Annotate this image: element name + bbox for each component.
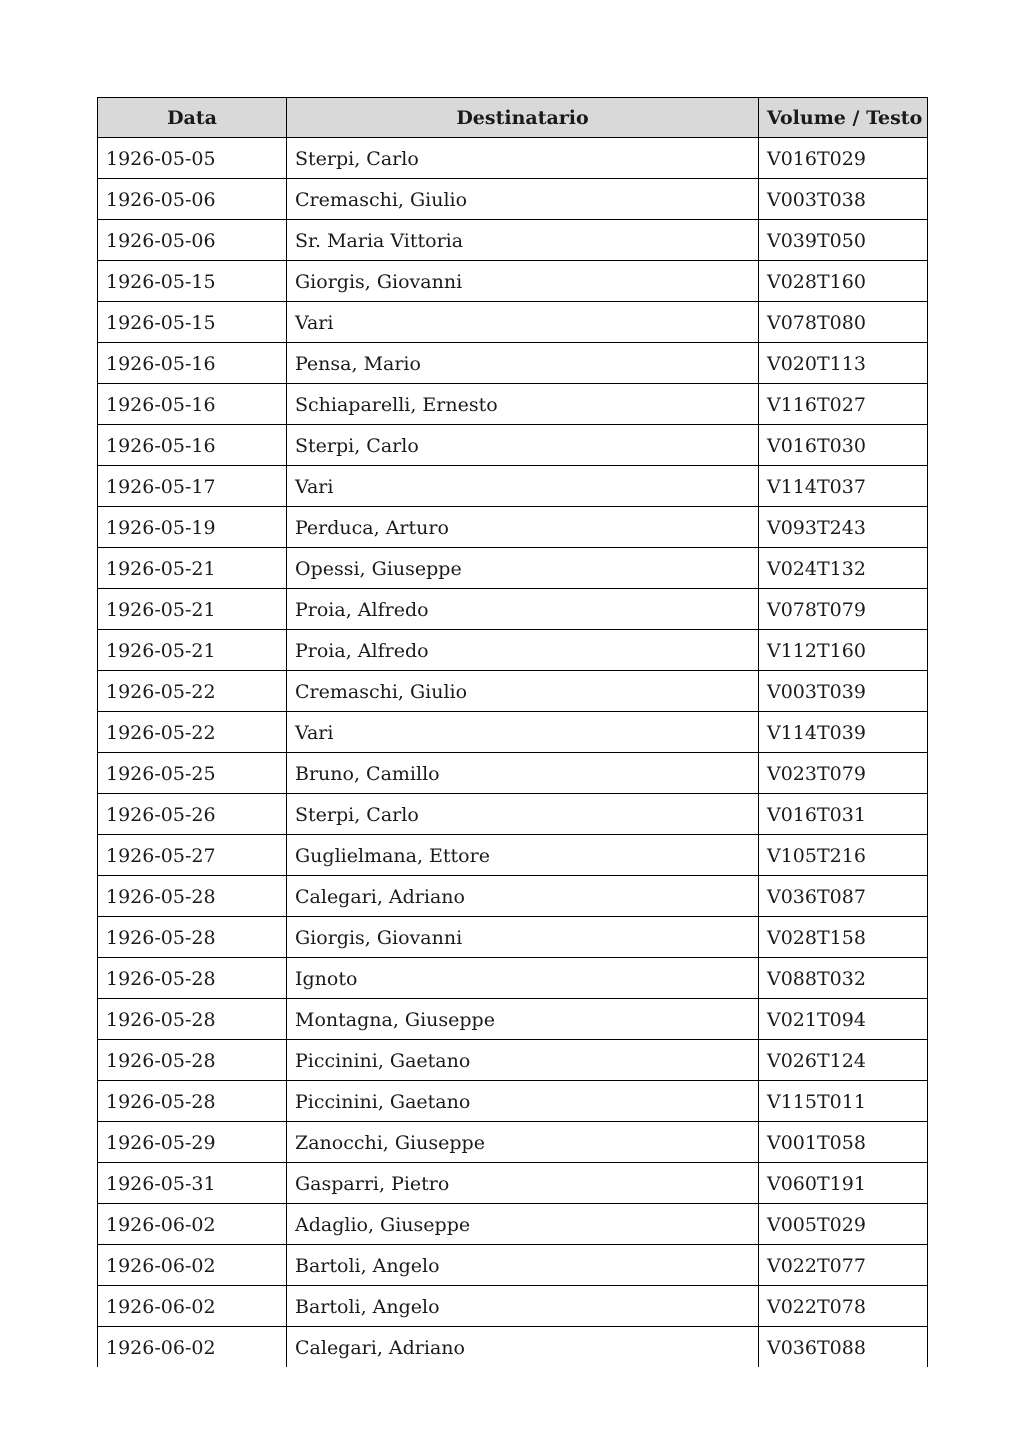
cell-recipient: Bartoli, Angelo: [287, 1286, 759, 1327]
cell-date: 1926-05-22: [98, 671, 287, 712]
table-row: [98, 220, 928, 261]
cell-date: 1926-05-06: [98, 220, 287, 261]
cell-volume: V003T038: [759, 179, 928, 220]
cell-recipient: Vari: [287, 466, 759, 507]
cell-date: 1926-05-22: [98, 712, 287, 753]
table-body: [98, 138, 928, 1368]
table-header: [98, 98, 928, 138]
table-row: [98, 1122, 928, 1163]
cell-recipient: Schiaparelli, Ernesto: [287, 384, 759, 425]
table-row: [98, 917, 928, 958]
cell-recipient: Montagna, Giuseppe: [287, 999, 759, 1040]
cell-volume: V028T160: [759, 261, 928, 302]
cell-recipient: Proia, Alfredo: [287, 589, 759, 630]
column-header-recipient: Destinatario: [287, 98, 759, 138]
cell-date: 1926-05-16: [98, 384, 287, 425]
cell-volume: V005T029: [759, 1204, 928, 1245]
cell-volume: V026T124: [759, 1040, 928, 1081]
cell-date: 1926-05-28: [98, 1040, 287, 1081]
cell-date: 1926-05-21: [98, 589, 287, 630]
table-row: [98, 261, 928, 302]
cell-recipient: Ignoto: [287, 958, 759, 999]
cell-volume: V020T113: [759, 343, 928, 384]
cell-volume: V036T088: [759, 1327, 928, 1368]
table-row: [98, 302, 928, 343]
table-row: [98, 1081, 928, 1122]
header-row: [98, 98, 928, 138]
cell-recipient: Cremaschi, Giulio: [287, 179, 759, 220]
table-row: [98, 466, 928, 507]
table-row: [98, 753, 928, 794]
cell-recipient: Piccinini, Gaetano: [287, 1081, 759, 1122]
cell-volume: V112T160: [759, 630, 928, 671]
cell-recipient: Proia, Alfredo: [287, 630, 759, 671]
cell-recipient: Vari: [287, 302, 759, 343]
cell-recipient: Calegari, Adriano: [287, 1327, 759, 1368]
table-row: [98, 671, 928, 712]
cell-date: 1926-05-28: [98, 917, 287, 958]
letters-table: [97, 97, 928, 1367]
table-row: [98, 712, 928, 753]
cell-date: 1926-05-06: [98, 179, 287, 220]
cell-volume: V116T027: [759, 384, 928, 425]
cell-date: 1926-06-02: [98, 1204, 287, 1245]
cell-date: 1926-05-21: [98, 630, 287, 671]
cell-recipient: Sterpi, Carlo: [287, 138, 759, 179]
cell-date: 1926-05-26: [98, 794, 287, 835]
cell-recipient: Perduca, Arturo: [287, 507, 759, 548]
cell-recipient: Calegari, Adriano: [287, 876, 759, 917]
cell-volume: V024T132: [759, 548, 928, 589]
cell-recipient: Piccinini, Gaetano: [287, 1040, 759, 1081]
table-row: [98, 835, 928, 876]
table-row: [98, 1040, 928, 1081]
cell-date: 1926-05-28: [98, 1081, 287, 1122]
cell-date: 1926-05-28: [98, 958, 287, 999]
cell-recipient: Cremaschi, Giulio: [287, 671, 759, 712]
cell-volume: V016T031: [759, 794, 928, 835]
table-row: [98, 384, 928, 425]
cell-date: 1926-05-31: [98, 1163, 287, 1204]
table-row: [98, 999, 928, 1040]
table-row: [98, 876, 928, 917]
cell-recipient: Guglielmana, Ettore: [287, 835, 759, 876]
cell-volume: V060T191: [759, 1163, 928, 1204]
cell-volume: V114T037: [759, 466, 928, 507]
cell-date: 1926-05-29: [98, 1122, 287, 1163]
cell-date: 1926-05-15: [98, 302, 287, 343]
table-row: [98, 1245, 928, 1286]
cell-recipient: Zanocchi, Giuseppe: [287, 1122, 759, 1163]
cell-date: 1926-06-02: [98, 1245, 287, 1286]
table-row: [98, 794, 928, 835]
table-row: [98, 138, 928, 179]
column-header-date: Data: [98, 98, 287, 138]
cell-volume: V022T077: [759, 1245, 928, 1286]
cell-date: 1926-05-28: [98, 999, 287, 1040]
cell-recipient: Giorgis, Giovanni: [287, 261, 759, 302]
cell-date: 1926-05-15: [98, 261, 287, 302]
table-row: [98, 548, 928, 589]
cell-volume: V114T039: [759, 712, 928, 753]
table-row: [98, 1204, 928, 1245]
cell-volume: V093T243: [759, 507, 928, 548]
cell-volume: V115T011: [759, 1081, 928, 1122]
cell-volume: V016T030: [759, 425, 928, 466]
cell-volume: V023T079: [759, 753, 928, 794]
cell-volume: V078T080: [759, 302, 928, 343]
cell-volume: V039T050: [759, 220, 928, 261]
cell-date: 1926-05-27: [98, 835, 287, 876]
cell-volume: V003T039: [759, 671, 928, 712]
cell-date: 1926-06-02: [98, 1286, 287, 1327]
cell-date: 1926-05-16: [98, 425, 287, 466]
cell-recipient: Gasparri, Pietro: [287, 1163, 759, 1204]
table-row: [98, 630, 928, 671]
cell-volume: V028T158: [759, 917, 928, 958]
table-row: [98, 179, 928, 220]
table-row: [98, 589, 928, 630]
cell-recipient: Sterpi, Carlo: [287, 794, 759, 835]
cell-recipient: Bartoli, Angelo: [287, 1245, 759, 1286]
cell-recipient: Sterpi, Carlo: [287, 425, 759, 466]
table-row: [98, 1327, 928, 1368]
cell-recipient: Bruno, Camillo: [287, 753, 759, 794]
cell-date: 1926-05-19: [98, 507, 287, 548]
cell-recipient: Giorgis, Giovanni: [287, 917, 759, 958]
cell-date: 1926-05-28: [98, 876, 287, 917]
cell-recipient: Vari: [287, 712, 759, 753]
column-header-volume: Volume / Testo: [759, 98, 928, 138]
cell-date: 1926-05-05: [98, 138, 287, 179]
cell-recipient: Pensa, Mario: [287, 343, 759, 384]
cell-volume: V021T094: [759, 999, 928, 1040]
table-row: [98, 425, 928, 466]
table-row: [98, 343, 928, 384]
cell-date: 1926-05-16: [98, 343, 287, 384]
cell-volume: V088T032: [759, 958, 928, 999]
cell-volume: V078T079: [759, 589, 928, 630]
cell-date: 1926-05-21: [98, 548, 287, 589]
cell-volume: V022T078: [759, 1286, 928, 1327]
cell-date: 1926-05-17: [98, 466, 287, 507]
cell-recipient: Opessi, Giuseppe: [287, 548, 759, 589]
cell-date: 1926-06-02: [98, 1327, 287, 1368]
table-row: [98, 958, 928, 999]
table-row: [98, 1163, 928, 1204]
cell-volume: V001T058: [759, 1122, 928, 1163]
cell-volume: V105T216: [759, 835, 928, 876]
cell-date: 1926-05-25: [98, 753, 287, 794]
cell-recipient: Adaglio, Giuseppe: [287, 1204, 759, 1245]
table-row: [98, 507, 928, 548]
table-row: [98, 1286, 928, 1327]
cell-volume: V036T087: [759, 876, 928, 917]
cell-recipient: Sr. Maria Vittoria: [287, 220, 759, 261]
cell-volume: V016T029: [759, 138, 928, 179]
